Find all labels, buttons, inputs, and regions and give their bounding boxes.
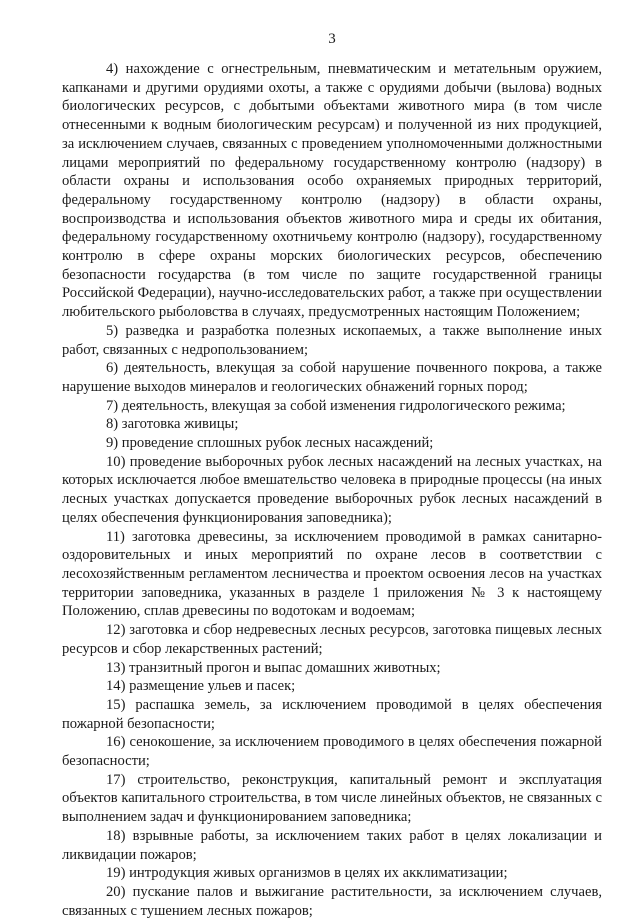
list-item-11: 11) заготовка древесины, за исключением проводимой в рамках санитарно-оздоровительных и иных мероприятий по охране лесов в соответствии с лесохозяйственным регламентом лесничества и проектом освоения лесов на участках территории заповедника, указанных в разделе 1 приложения № 3 к настоящему Положению, сплав древесины по водотокам и водоемам; xyxy=(62,528,602,620)
list-item-17: 17) строительство, реконструкция, капитальный ремонт и эксплуатация объектов капитального строительства, в том числе линейных объектов, не связанных с выполнением задач и функционированием заповедника; xyxy=(62,771,602,826)
list-item-5: 5) разведка и разработка полезных ископаемых, а также выполнение иных работ, связанных с недропользованием; xyxy=(62,322,602,358)
list-item-10: 10) проведение выборочных рубок лесных насаждений на лесных участках, на которых исключается любое вмешательство человека в природные процессы (на иных лесных участках допускается проведение выборочных рубок лесных насаждений в целях обеспечения функционирования заповедника); xyxy=(62,453,602,526)
list-item-13: 13) транзитный прогон и выпас домашних животных; xyxy=(106,659,441,676)
list-item-15: 15) распашка земель, за исключением проводимой в целях обеспечения пожарной безопасности; xyxy=(62,696,602,732)
page-number: 3 xyxy=(328,31,336,47)
document-body xyxy=(62,60,602,920)
list-item-7: 7) деятельность, влекущая за собой изменения гидрологического режима; xyxy=(106,397,566,414)
list-item-9: 9) проведение сплошных рубок лесных насаждений; xyxy=(106,435,434,452)
list-item-16: 16) сенокошение, за исключением проводимого в целях обеспечения пожарной безопасности; xyxy=(62,734,602,770)
list-item-20: 20) пускание палов и выжигание растительности, за исключением случаев, связанных с тушением лесных пожаров; xyxy=(62,883,602,919)
list-item-14: 14) размещение ульев и пасек; xyxy=(106,678,296,695)
list-item-18: 18) взрывные работы, за исключением таких работ в целях локализации и ликвидации пожаров; xyxy=(62,827,602,863)
list-item-4: 4) нахождение с огнестрельным, пневматическим и метательным оружием, капканами и другими орудиями охоты, а также с орудиями добычи (вылова) водных биологических ресурсов, с добытыми объектами животного мира (в том числе отнесенными к водным биологическим ресурсам) и полученной из них продукцией, за исключением случаев, связанных с проведением уполномоченными должностными лицами мероприятий по федеральному государственному контролю (надзору) в области охраны и использования особо охраняемых природных территорий, федеральному государственному контролю (надзору) в области охраны, воспроизводства и использования объектов животного мира и среды их обитания, федеральному государственному охотничьему контролю (надзору), государственному контролю в сфере охраны морских биологических ресурсов, обеспечению безопасности государства (в том числе по защите государственной границы Российской Федерации), научно-исследовательских работ, а также при осуществлении любительского рыболовства в случаях, предусмотренных настоящим Положением; xyxy=(62,61,602,321)
list-item-19: 19) интродукция живых организмов в целях их акклиматизации; xyxy=(106,865,508,882)
list-item-12: 12) заготовка и сбор недревесных лесных ресурсов, заготовка пищевых лесных ресурсов и сбор лекарственных растений; xyxy=(62,622,602,657)
list-item-8: 8) заготовка живицы; xyxy=(106,416,239,433)
list-item-6: 6) деятельность, влекущая за собой нарушение почвенного покрова, а также нарушение выходов минералов и геологических обнажений горных пород; xyxy=(62,360,602,395)
